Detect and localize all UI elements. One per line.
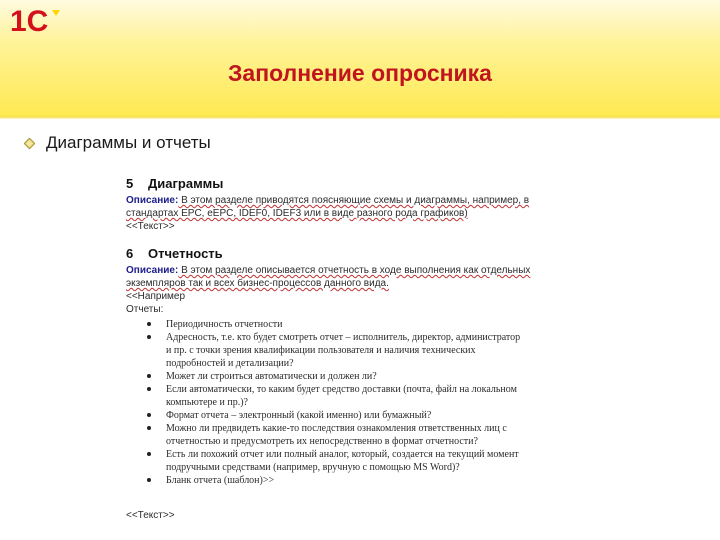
section-5-placeholder: <<Текст>> <box>126 221 175 232</box>
section-6-report-intro: Отчеты: <box>126 304 164 315</box>
section-5-desc-text1: В этом разделе приводятся поясняющие схемы и диаграммы, например, в <box>178 195 530 206</box>
list-item-continuation: подручными средствами (например, вручную с помощью MS Word)? <box>166 462 460 473</box>
bullet-heading: Диаграммы и отчеты <box>46 133 211 152</box>
section-6-name: Отчетность <box>148 246 223 261</box>
1c-logo-icon <box>8 4 68 36</box>
section-5-desc-label: Описание: <box>126 195 179 206</box>
list-item: Периодичность отчетности <box>120 318 600 331</box>
section-5-description-line2: стандартах EPC, eEPC, IDEF0, IDEF3 или в виде разного рода графиков) <box>126 208 468 219</box>
section-6-example: <<Например <box>126 291 186 302</box>
section-5-name: Диаграммы <box>148 176 224 191</box>
section-6-description-line1 <box>126 265 530 277</box>
section-6-desc-text1: В этом разделе описывается отчетность в ходе выполнения как отдельных <box>178 265 531 276</box>
title-band <box>0 0 720 118</box>
slide-title: Заполнение опросника <box>228 60 492 86</box>
list-item: Если автоматически, то каким будет средство доставки (почта, файл на локальном <box>120 383 600 396</box>
logo-text: 1С <box>10 5 49 36</box>
list-item-continuation: и пр. с точки зрения квалификации пользователя и наличия технических <box>166 345 476 356</box>
section-6-desc-label: Описание: <box>126 265 179 276</box>
title-band-edge <box>0 116 720 119</box>
report-questions-list <box>120 318 600 487</box>
list-item-continuation: компьютере и пр.)? <box>166 397 248 408</box>
section-6-title <box>126 246 223 261</box>
section-5-description-line1 <box>126 195 529 207</box>
section-6-placeholder: <<Текст>> <box>126 510 175 521</box>
list-item: Бланк отчета (шаблон)>> <box>120 474 600 487</box>
list-item: Адресность, т.е. кто будет смотреть отчет – исполнитель, директор, администратор <box>120 331 600 344</box>
list-item-continuation: отчетностью и предусмотреть их непосредственно в формат отчетности? <box>166 436 478 447</box>
list-item-continuation: подробностей и детализации? <box>166 358 294 369</box>
section-5-title <box>126 176 223 191</box>
section-6-description-line2: экземпляров так и всех бизнес-процессов данного вида. <box>126 278 389 289</box>
section-5-number: 5 <box>126 176 134 191</box>
list-item: Можно ли предвидеть какие-то последствия ознакомления ответственных лиц с <box>120 422 600 435</box>
list-item: Формат отчета – электронный (какой именно) или бумажный? <box>120 409 600 422</box>
diamond-bullet-icon <box>24 138 35 149</box>
section-6-number: 6 <box>126 246 134 261</box>
list-item: Есть ли похожий отчет или полный аналог, который, создается на текущий момент <box>120 448 600 461</box>
list-item: Может ли строиться автоматически и должен ли? <box>120 370 600 383</box>
